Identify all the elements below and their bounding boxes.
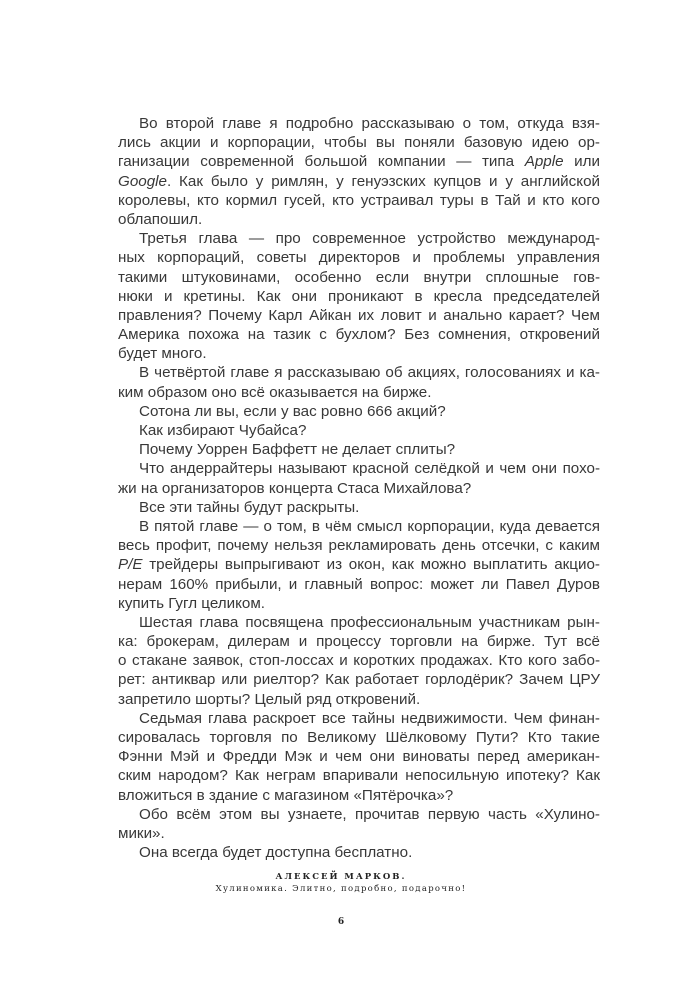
text-line: P/E трейдеры выпрыгивают из окон, как можно выплатить акцио- <box>118 556 600 574</box>
text-line: облапошил. <box>118 210 203 228</box>
text-line: запретило шорты? Целый ряд откровений. <box>118 690 421 708</box>
text-line: королевы, кто кормил гусей, кто устраивал туры в Тай и кто кого <box>118 191 600 209</box>
paragraph <box>118 805 600 843</box>
paragraph <box>118 459 600 497</box>
text-line: Фэнни Мэй и Фредди Мэк и чем они виноваты перед американ- <box>118 748 600 766</box>
text-line: В пятой главе — о том, в чём смысл корпорации, куда девается <box>139 517 600 535</box>
text-line: сировалась торговля по Великому Шёлковому Пути? Кто такие <box>118 729 600 746</box>
text-line: Во второй главе я подробно рассказываю о том, откуда взя- <box>139 115 600 132</box>
text-line: лись акции и корпорации, чтобы вы поняли базовую идею ор- <box>118 134 600 152</box>
text-line: Сотона ли вы, если у вас ровно 666 акций? <box>139 402 446 420</box>
text-line: Она всегда будет доступна бесплатно. <box>139 844 413 862</box>
text-line: Все эти тайны будут раскрыты. <box>139 498 360 516</box>
text-line: весь профит, почему нельзя рекламировать день отсечки, с каким <box>118 537 600 555</box>
italic-term: Google <box>118 172 167 190</box>
running-footer-title: Хулиномика. Элитно, подробно, подарочно! <box>215 884 467 894</box>
paragraph <box>118 440 600 459</box>
running-footer-author: АЛЕКСЕЙ МАРКОВ. <box>275 872 407 882</box>
text-line: ных корпораций, советы директоров и проблемы управления <box>118 249 600 267</box>
text-line: купить Гугл целиком. <box>118 594 266 612</box>
text-line: Седьмая глава раскроет все тайны недвижимости. Чем финан- <box>139 709 600 727</box>
paragraph <box>118 114 600 229</box>
text-line: мики». <box>118 824 165 842</box>
paragraph <box>118 517 600 613</box>
text-line: будет много. <box>118 345 207 363</box>
page-number: 6 <box>337 917 345 927</box>
text-line: жи на организаторов концерта Стаса Михайлова? <box>118 479 472 497</box>
paragraph <box>118 363 600 401</box>
text-line: нюки и кретины. Как они проникают в кресла председателей <box>118 287 600 305</box>
text-line: ским народом? Как неграм впаривали непосильную ипотеку? Как <box>118 767 600 785</box>
paragraph <box>118 229 600 363</box>
text-line: правления? Почему Карл Айкан их ловит и анально карает? Чем <box>118 306 600 324</box>
text-line: Почему Уоррен Баффетт не делает сплиты? <box>139 441 456 459</box>
text-line: нерам 160% прибыли, и главный вопрос: может ли Павел Дуров <box>118 575 600 593</box>
text-line: такими штуковинами, особенно если внутри сплошные гов- <box>118 268 600 286</box>
text-line: Как избирают Чубайса? <box>139 422 307 439</box>
paragraph <box>118 421 600 440</box>
paragraph <box>118 709 600 805</box>
italic-term: Apple <box>524 153 564 171</box>
text-line: ка: брокерам, дилерам и процессу торговли на бирже. Тут всё <box>118 633 600 651</box>
text-line: Что андеррайтеры называют красной селёдкой и чем они похо- <box>139 460 600 478</box>
body-text <box>118 114 600 862</box>
italic-term: P/E <box>118 556 143 574</box>
text-line: Обо всём этом вы узнаете, прочитав первую часть «Хулино- <box>139 805 600 823</box>
paragraph <box>118 498 600 517</box>
text-line: о стакане заявок, стоп-лоссах и коротких продажах. Кто кого забо- <box>118 652 600 670</box>
text-line: ганизации современной большой компании — типа Apple или <box>118 153 600 171</box>
text-line: рет: антиквар или риелтор? Как работает горлодёрик? Зачем ЦРУ <box>118 671 600 689</box>
text-line: Америка похожа на тазик с бухлом? Без сомнения, откровений <box>118 326 600 344</box>
text-line: Google. Как было у римлян, у генуэзских купцов и у английской <box>118 172 600 190</box>
text-line: В четвёртой главе я рассказываю об акциях, голосованиях и ка- <box>139 364 600 382</box>
text-line: вложиться в здание с магазином «Пятёрочка»? <box>118 786 454 804</box>
text-line: Шестая глава посвящена профессиональным участникам рын- <box>139 613 600 631</box>
paragraph <box>118 613 600 709</box>
text-line: ким образом оно всё оказывается на бирже. <box>118 383 432 401</box>
paragraph <box>118 843 600 862</box>
paragraph <box>118 402 600 421</box>
text-line: Третья глава — про современное устройство международ- <box>139 230 600 248</box>
